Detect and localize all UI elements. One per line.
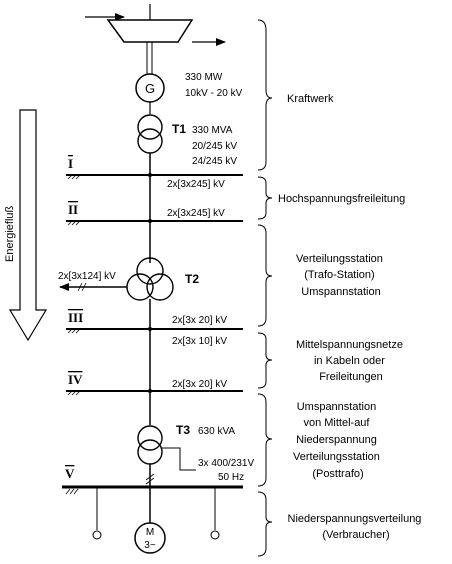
bus-junction [148,219,152,223]
busbar-II-numeral: II [68,202,79,217]
transformer-t1-voltage-2: 24/245 kV [192,156,238,167]
section-label-verteilungsstation: Verteilungsstation (Trafo-Station) Umspannstation [296,253,383,298]
transformer-t1-name: T1 [172,122,187,136]
transformer-t2-name: T2 [185,272,200,286]
energy-flow-label: Energiefluß [4,205,16,262]
section-label-mittelspannung: Mittelspannungsnetze in Kabeln oder Freileitungen [295,339,403,383]
generator-rating: 330 MW [185,72,223,83]
generator-voltage: 10kV - 20 kV [185,88,243,99]
section-label-hochspannung: Hochspannungsfreileitung [278,193,406,205]
section-label-umspannstation: Umspannstation von Mittel-auf Niederspannung Verteilungsstation (Posttrafo) [293,401,380,480]
t3-secondary-connector [162,448,196,470]
section-label-kraftwerk: Kraftwerk [287,93,334,105]
consumer-load-icon [211,531,219,539]
transformer-t1-symbol [138,115,162,153]
hatch-icon [66,489,78,494]
motor-phases: 3~ [144,540,156,551]
transformer-t1-rating: 330 MVA [192,125,233,136]
transformer-t3-output-voltage: 3x 400/231V [198,458,255,469]
busbar-I-numeral: I [68,156,74,171]
transformer-t3-frequency: 50 Hz [218,472,245,483]
busbar-V-numeral: V [65,466,75,481]
consumer-load-icon [93,531,101,539]
transformer-t1-voltage-1: 20/245 kV [192,141,238,152]
turbine-symbol [85,4,225,42]
bus-junction [148,327,152,331]
transformer-t2-branch-voltage: 2x[3x124] kV [58,271,116,282]
section-braces [258,20,272,556]
busbar-IV-numeral: IV [68,372,83,387]
bus-junction [148,173,152,177]
transformer-t3-rating: 630 kVA [198,426,236,437]
busbar-III-voltage-below: 2x[3x 10] kV [172,336,228,347]
busbar-III-numeral: III [68,310,84,325]
transformer-t3-symbol [138,426,162,464]
busbar-I-voltage: 2x[3x245] kV [167,179,225,190]
bus-junction [148,389,152,393]
busbar-IV-voltage: 2x[3x 20] kV [172,379,228,390]
busbar-III-voltage: 2x[3x 20] kV [172,315,228,326]
motor-label: M [145,527,155,538]
transformer-t3-name: T3 [176,423,191,437]
section-label-niederspannung: Niederspannungsverteilung (Verbraucher) [287,513,422,541]
busbar-II-voltage: 2x[3x245] kV [167,208,225,219]
generator-label: G [144,81,156,96]
transformer-t2-symbol [127,258,173,300]
